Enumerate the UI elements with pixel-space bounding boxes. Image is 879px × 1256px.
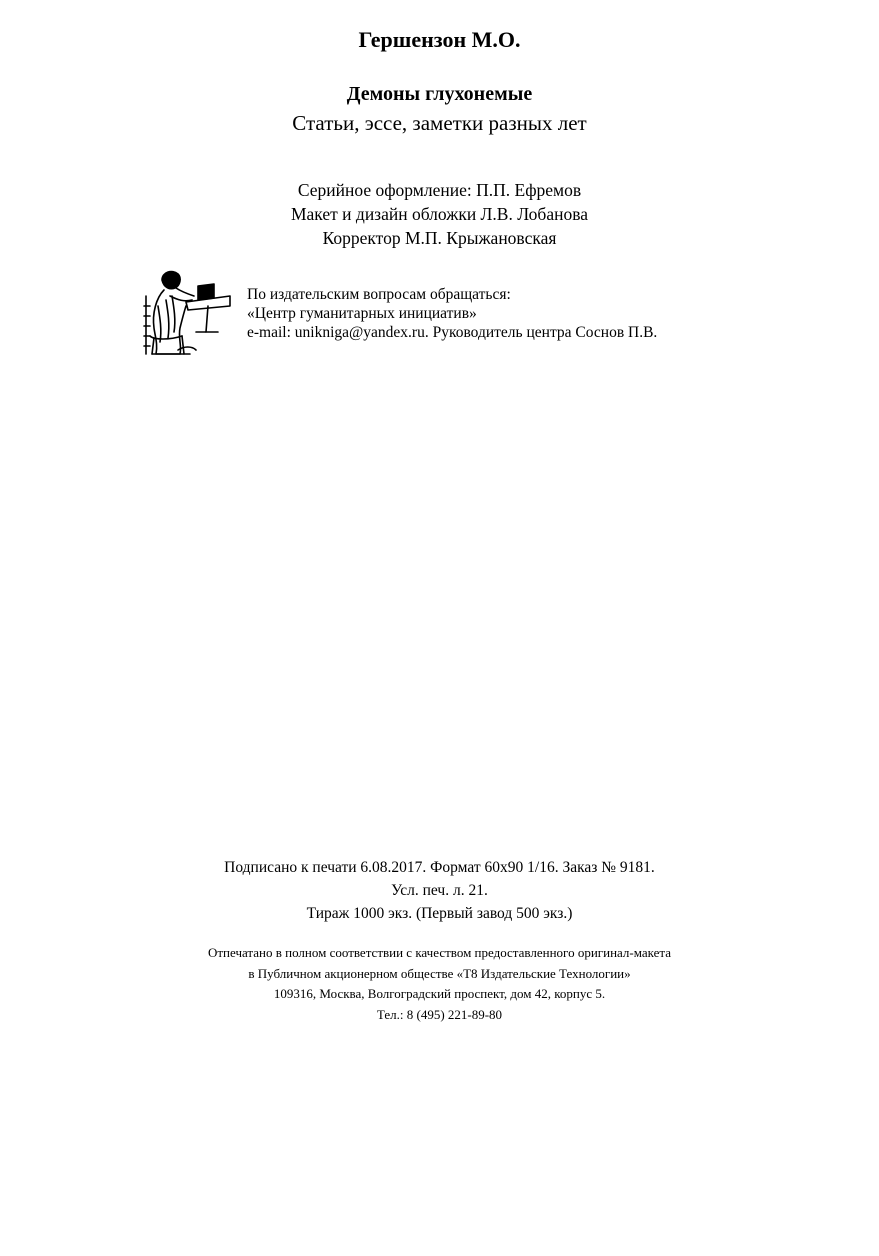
- book-author: Гершензон М.О.: [358, 27, 521, 52]
- credit-cover-design: Макет и дизайн обложки Л.В. Лобанова: [290, 204, 588, 224]
- publisher-block: [140, 266, 760, 366]
- print-sheets-line: Усл. печ. л. 21.: [391, 882, 488, 899]
- credit-proofreader: Корректор М.П. Крыжановская: [322, 228, 557, 248]
- publisher-contact-line: [247, 323, 657, 342]
- printer-address-line: 109316, Москва, Волгоградский проспект, дом 42, корпус 5.: [273, 986, 606, 1001]
- publisher-inquiry-line: По издательским вопросам обращаться:: [247, 286, 511, 303]
- print-run-line: Тираж 1000 экз. (Первый завод 500 экз.): [306, 905, 573, 922]
- printer-info-block: [0, 943, 879, 1025]
- email-prefix: e-mail:: [247, 324, 295, 341]
- printer-phone-line: Тел.: 8 (495) 221-89-80: [376, 1006, 503, 1022]
- scribe-emblem-icon: [140, 266, 236, 362]
- printer-company-line: в Публичном акционерном обществе «Т8 Издательские Технологии»: [248, 965, 631, 981]
- book-title: Демоны глухонемые: [346, 83, 533, 105]
- print-info-block: [0, 856, 879, 925]
- publisher-email-link[interactable]: unikniga@yandex.ru: [294, 324, 425, 341]
- center-head: . Руководитель центра Соснов П.В.: [424, 324, 658, 341]
- publisher-contact: [247, 285, 657, 342]
- book-subtitle: Статьи, эссе, заметки разных лет: [292, 111, 587, 135]
- publisher-center-name: «Центр гуманитарных инициатив»: [247, 305, 477, 322]
- credits-block: [0, 178, 879, 250]
- credit-series-design: Серийное оформление: П.П. Ефремов: [297, 180, 582, 200]
- print-signed-line: Подписано к печати 6.08.2017. Формат 60х90 1/16. Заказ № 9181.: [224, 859, 655, 876]
- printer-quality-line: Отпечатано в полном соответствии с качеством предоставленного оригинал-макета: [207, 945, 672, 960]
